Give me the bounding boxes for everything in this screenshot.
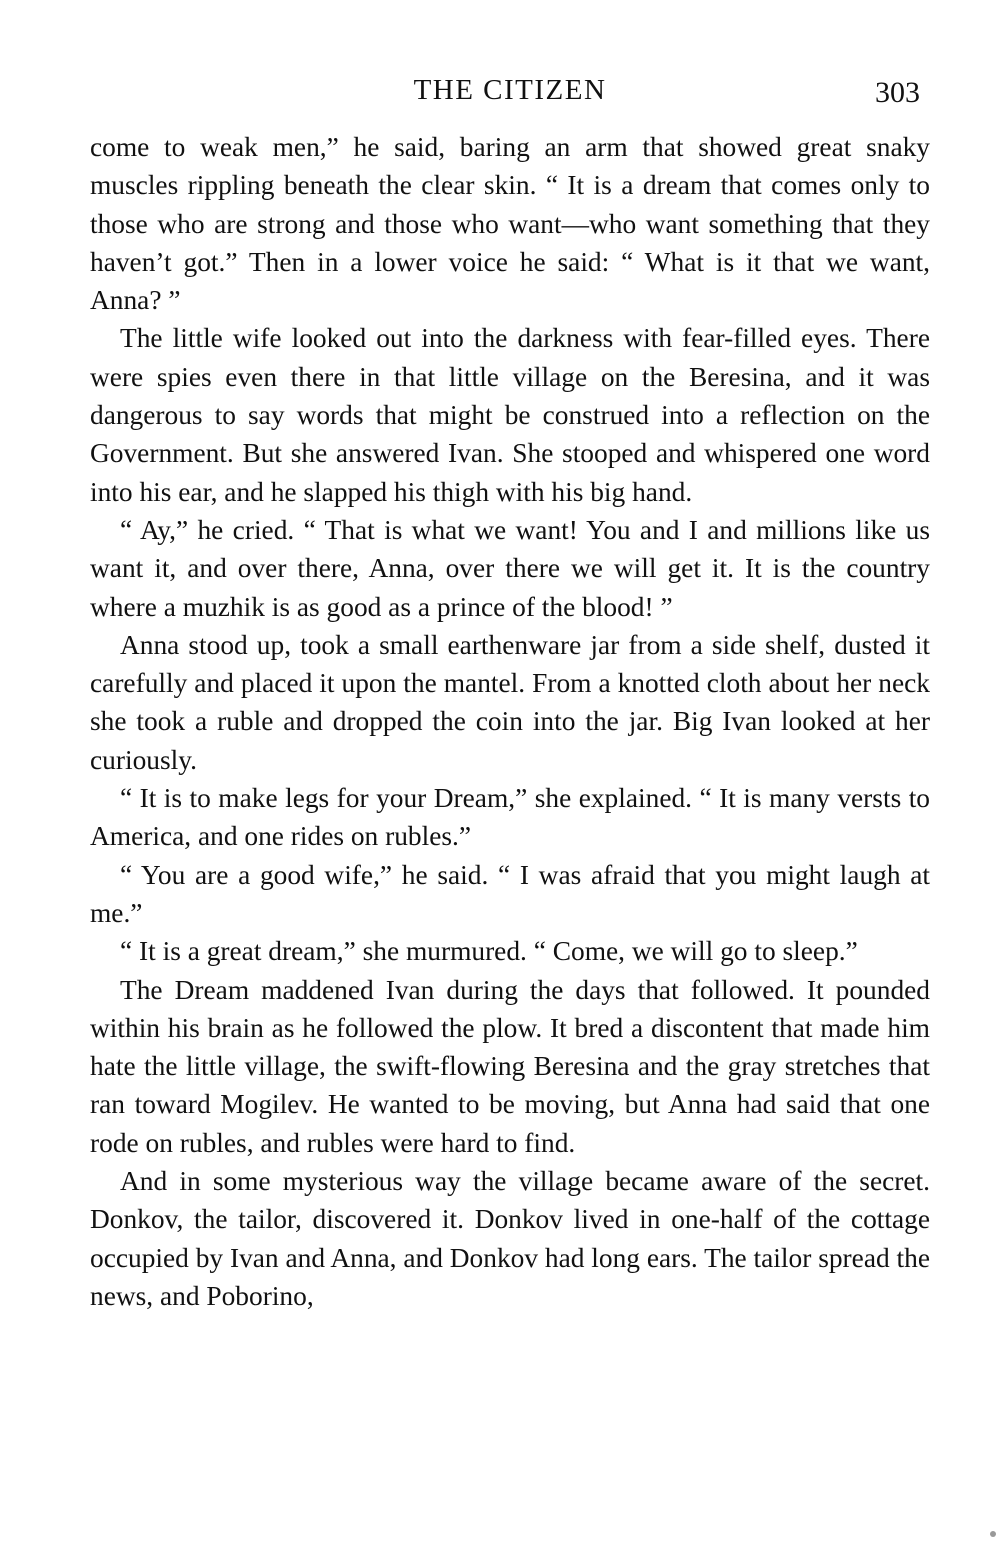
scan-speck: [990, 1531, 996, 1537]
paragraph: Anna stood up, took a small earthenware jar from a side shelf, dusted it carefully and placed it upon the mantel. From a knotted cloth about her neck she took a ruble and dropped the coin into the jar. Big Ivan looked at her curiously.: [90, 629, 930, 775]
running-header: [90, 74, 930, 114]
paragraph: The little wife looked out into the darkness with fear-filled eyes. There were spies even there in that little village on the Beresina, and it was dangerous to say words that might be construed into a reflection on the Government. But she answered Ivan. She stooped and whispered one word into his ear, and he slapped his thigh with his big hand.: [90, 323, 930, 507]
paragraph: “ It is a great dream,” she murmured. “ Come, we will go to sleep.”: [120, 936, 858, 967]
paragraph: The Dream maddened Ivan during the days that followed. It pounded within his brain as he followed the plow. It bred a discontent that made him hate the little village, the swift-flowing Beresina and the gray stretches that ran toward Mogilev. He wanted to be moving, but Anna had said that one rode on rubles, and rubles were hard to find.: [90, 974, 930, 1158]
page-number: 303: [875, 76, 920, 109]
paragraph: “ You are a good wife,” he said. “ I was afraid that you might laugh at me.”: [90, 859, 930, 928]
paragraph-continued: come to weak men,” he said, baring an arm that showed great snaky muscles rippling beneath the clear skin. “ It is a dream that comes only to those who are strong and those who want—who want something that they haven’t got.” Then in a lower voice he said: “ What is it that we want, Anna? ”: [90, 132, 930, 316]
paragraph: “ It is to make legs for your Dream,” she explained. “ It is many versts to America, and one rides on rubles.”: [90, 783, 930, 852]
paragraph: And in some mysterious way the village became aware of the secret. Donkov, the tailor, discovered it. Donkov lived in one-half of the cottage occupied by Ivan and Anna, and Donkov had long ears. The tailor spread the news, and Poborino,: [90, 1166, 930, 1311]
body-text: [90, 128, 930, 1315]
running-title: THE CITIZEN: [413, 74, 607, 106]
paragraph: “ Ay,” he cried. “ That is what we want! You and I and millions like us want it, and over there, Anna, over there we will get it. It is the country where a muzhik is as good as a prince of the blood! ”: [90, 514, 930, 622]
